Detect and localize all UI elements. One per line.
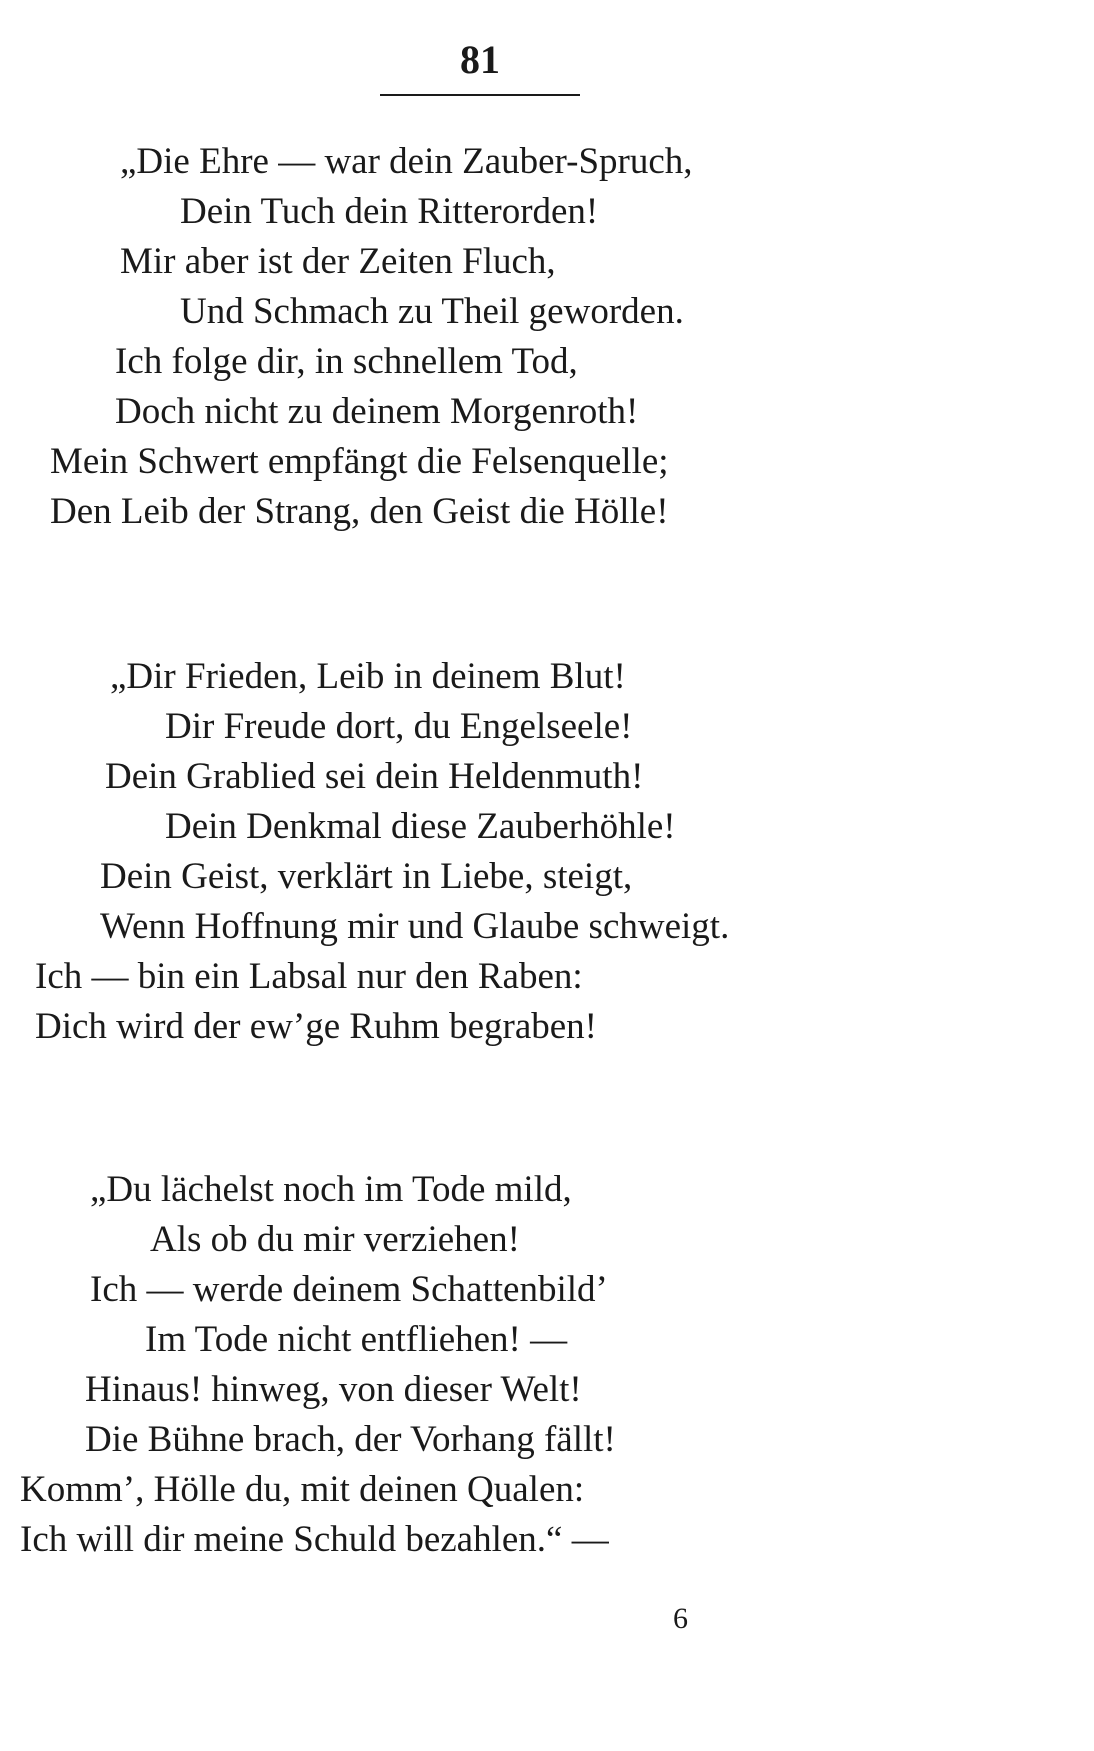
verse-line: Ich folge dir, in schnellem Tod, <box>115 341 578 382</box>
verse-line: Ich — bin ein Labsal nur den Raben: <box>35 956 583 997</box>
verse-line: „Die Ehre — war dein Zauber-Spruch, <box>120 141 693 182</box>
verse-line: Und Schmach zu Theil geworden. <box>180 291 684 332</box>
verse-line: „Dir Frieden, Leib in deinem Blut! <box>110 656 626 697</box>
verse-line: Dein Geist, verklärt in Liebe, steigt, <box>100 856 633 897</box>
verse-line: Hinaus! hinweg, von dieser Welt! <box>85 1369 582 1410</box>
verse-line: Als ob du mir verziehen! <box>150 1219 520 1260</box>
verse-line: Doch nicht zu deinem Morgenroth! <box>115 391 639 432</box>
verse-line: Komm’, Hölle du, mit deinen Qualen: <box>20 1469 585 1510</box>
verse-line: Dein Denkmal diese Zauberhöhle! <box>165 806 676 847</box>
verse-line: Ich will dir meine Schuld bezahlen.“ — <box>20 1519 609 1560</box>
verse-line: Dich wird der ew’ge Ruhm begraben! <box>35 1006 597 1047</box>
signature-mark: 6 <box>673 1602 688 1635</box>
verse-line: Dein Tuch dein Ritterorden! <box>180 191 599 232</box>
page-number: 81 <box>460 37 500 82</box>
verse-line: Die Bühne brach, der Vorhang fällt! <box>85 1419 616 1460</box>
verse-line: Im Tode nicht entfliehen! — <box>145 1319 568 1360</box>
verse-line: Mir aber ist der Zeiten Fluch, <box>120 241 556 282</box>
verse-line: Dir Freude dort, du Engelseele! <box>165 706 633 747</box>
header-rule <box>380 94 580 96</box>
verse-line: Mein Schwert empfängt die Felsenquelle; <box>50 441 669 482</box>
verse-line: Den Leib der Strang, den Geist die Hölle! <box>50 491 669 532</box>
verse-line: Dein Grablied sei dein Heldenmuth! <box>105 756 644 797</box>
verse-line: „Du lächelst noch im Tode mild, <box>90 1169 572 1210</box>
verse-line: Wenn Hoffnung mir und Glaube schweigt. <box>100 906 730 947</box>
verse-line: Ich — werde deinem Schattenbild’ <box>90 1269 608 1310</box>
